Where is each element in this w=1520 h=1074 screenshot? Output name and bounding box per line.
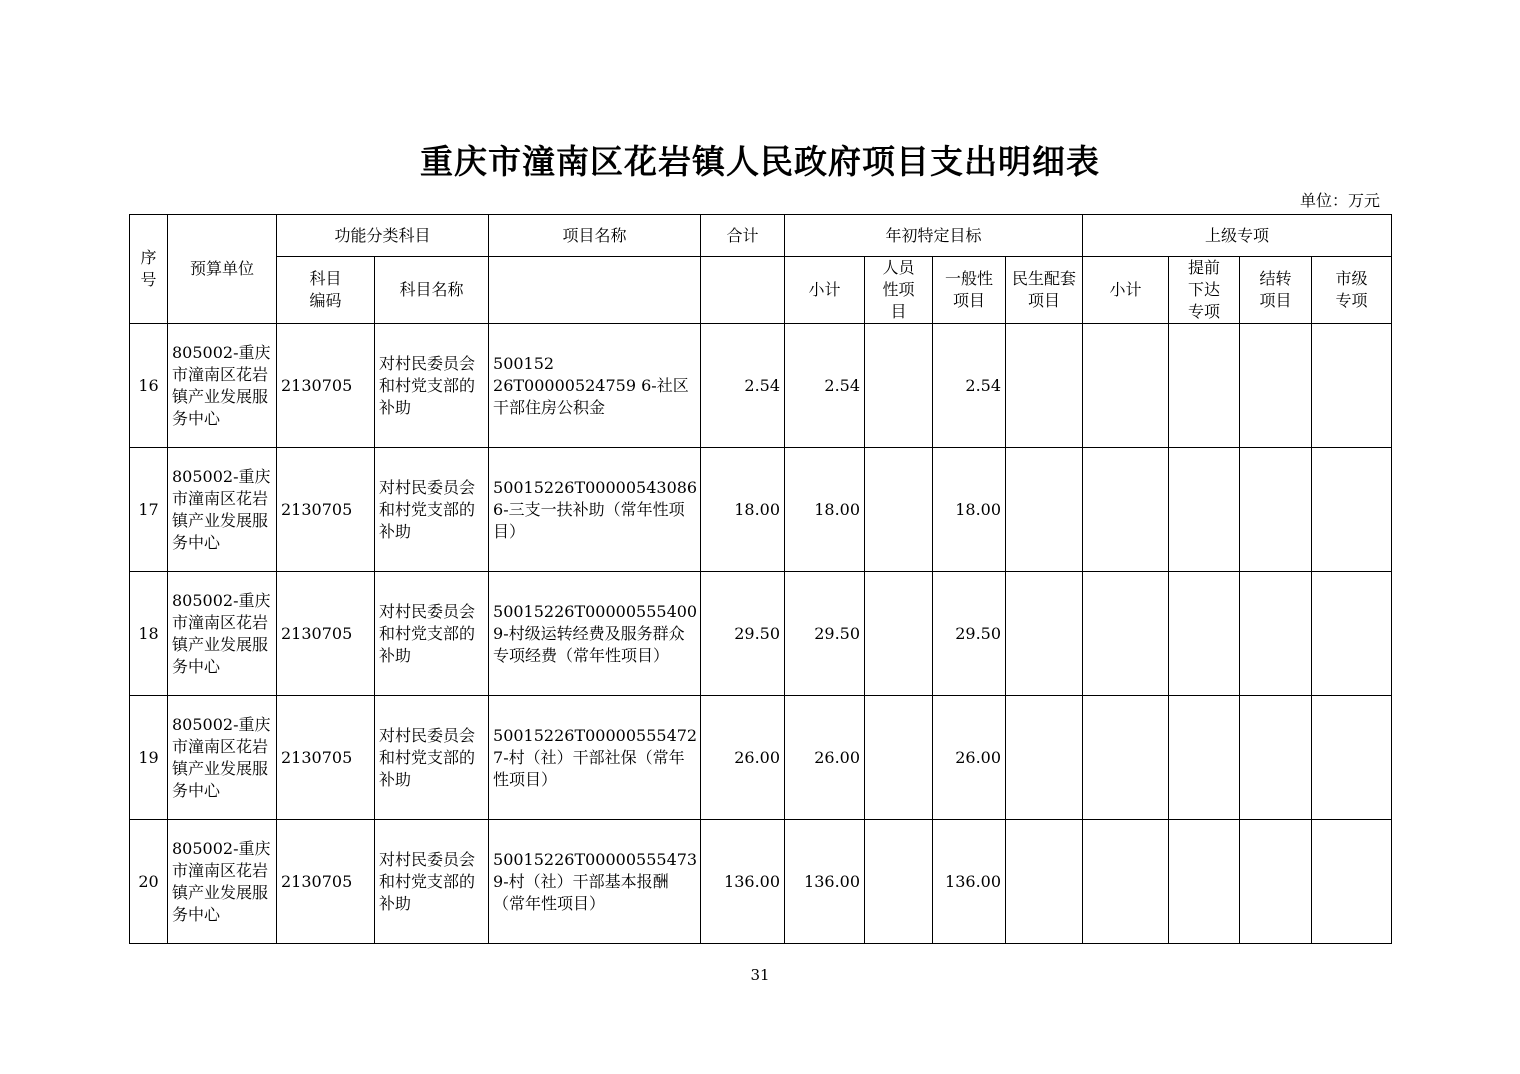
cell-subject-name: 对村民委员会和村党支部的补助: [375, 448, 489, 572]
unit-label: 单位：万元: [1299, 191, 1380, 210]
header-at-subtotal: 小计: [785, 257, 865, 324]
cell-budget-unit: 805002-重庆市潼南区花岩镇产业发展服务中心: [168, 696, 277, 820]
cell-sp-advance: [1169, 820, 1240, 944]
cell-at-livelihood: [1006, 696, 1083, 820]
cell-project-name: 50015226T00000543086 6-三支一扶补助（常年性项目）: [489, 448, 701, 572]
cell-project-name: 500152 26T00000524759 6-社区干部住房公积金: [489, 324, 701, 448]
cell-sp-carryover: [1240, 696, 1312, 820]
cell-sp-carryover: [1240, 448, 1312, 572]
cell-subject-code: 2130705: [277, 448, 375, 572]
cell-subject-name: 对村民委员会和村党支部的补助: [375, 820, 489, 944]
header-sp-subtotal: 小计: [1083, 257, 1169, 324]
cell-budget-unit: 805002-重庆市潼南区花岩镇产业发展服务中心: [168, 572, 277, 696]
cell-at-general: 26.00: [933, 696, 1006, 820]
cell-at-general: 136.00: [933, 820, 1006, 944]
cell-project-name: 50015226T00000555473 9-村（社）干部基本报酬（常年性项目）: [489, 820, 701, 944]
cell-sp-advance: [1169, 448, 1240, 572]
header-sp-city: 市级专项: [1312, 257, 1392, 324]
cell-at-personnel: [865, 324, 933, 448]
cell-at-livelihood: [1006, 820, 1083, 944]
cell-at-subtotal: 2.54: [785, 324, 865, 448]
cell-at-livelihood: [1006, 572, 1083, 696]
cell-sp-subtotal: [1083, 696, 1169, 820]
header-seq: 序号: [130, 215, 168, 324]
cell-at-subtotal: 136.00: [785, 820, 865, 944]
cell-total: 26.00: [701, 696, 785, 820]
header-row-2: [130, 257, 1392, 324]
cell-at-personnel: [865, 696, 933, 820]
project-expenditure-table: [129, 214, 1392, 944]
header-func-class: 功能分类科目: [277, 215, 489, 257]
header-total: 合计: [701, 215, 785, 257]
cell-budget-unit: 805002-重庆市潼南区花岩镇产业发展服务中心: [168, 324, 277, 448]
header-total-blank: [701, 257, 785, 324]
header-superior: 上级专项: [1083, 215, 1392, 257]
cell-sp-city: [1312, 820, 1392, 944]
cell-project-name: 50015226T00000555400 9-村级运转经费及服务群众专项经费（常年性项目）: [489, 572, 701, 696]
cell-sp-advance: [1169, 572, 1240, 696]
cell-seq: 17: [130, 448, 168, 572]
header-project-name: 项目名称: [489, 215, 701, 257]
cell-sp-carryover: [1240, 820, 1312, 944]
cell-seq: 16: [130, 324, 168, 448]
cell-at-subtotal: 29.50: [785, 572, 865, 696]
cell-sp-city: [1312, 448, 1392, 572]
cell-at-general: 18.00: [933, 448, 1006, 572]
cell-subject-code: 2130705: [277, 820, 375, 944]
cell-sp-carryover: [1240, 324, 1312, 448]
cell-total: 136.00: [701, 820, 785, 944]
cell-subject-code: 2130705: [277, 696, 375, 820]
cell-project-name: 50015226T00000555472 7-村（社）干部社保（常年性项目）: [489, 696, 701, 820]
cell-sp-subtotal: [1083, 448, 1169, 572]
cell-subject-name: 对村民委员会和村党支部的补助: [375, 696, 489, 820]
table-row: [130, 572, 1392, 696]
cell-sp-advance: [1169, 696, 1240, 820]
cell-sp-city: [1312, 324, 1392, 448]
cell-sp-carryover: [1240, 572, 1312, 696]
header-subject-name: 科目名称: [375, 257, 489, 324]
header-at-general: 一般性项目: [933, 257, 1006, 324]
header-at-personnel: 人员性项目: [865, 257, 933, 324]
header-budget-unit: 预算单位: [168, 215, 277, 324]
cell-at-general: 2.54: [933, 324, 1006, 448]
cell-total: 2.54: [701, 324, 785, 448]
cell-sp-city: [1312, 572, 1392, 696]
header-project-name-blank: [489, 257, 701, 324]
cell-sp-subtotal: [1083, 820, 1169, 944]
cell-subject-name: 对村民委员会和村党支部的补助: [375, 324, 489, 448]
cell-at-subtotal: 26.00: [785, 696, 865, 820]
cell-at-personnel: [865, 572, 933, 696]
cell-sp-subtotal: [1083, 324, 1169, 448]
cell-budget-unit: 805002-重庆市潼南区花岩镇产业发展服务中心: [168, 448, 277, 572]
header-sp-advance: 提前下达专项: [1169, 257, 1240, 324]
cell-subject-code: 2130705: [277, 572, 375, 696]
cell-seq: 19: [130, 696, 168, 820]
table-row: [130, 448, 1392, 572]
cell-total: 29.50: [701, 572, 785, 696]
cell-at-livelihood: [1006, 448, 1083, 572]
cell-at-subtotal: 18.00: [785, 448, 865, 572]
cell-at-personnel: [865, 820, 933, 944]
cell-sp-advance: [1169, 324, 1240, 448]
header-at-livelihood: 民生配套项目: [1006, 257, 1083, 324]
header-annual-target: 年初特定目标: [785, 215, 1083, 257]
cell-subject-name: 对村民委员会和村党支部的补助: [375, 572, 489, 696]
cell-at-general: 29.50: [933, 572, 1006, 696]
header-subject-code: 科目编码: [277, 257, 375, 324]
cell-at-livelihood: [1006, 324, 1083, 448]
header-row-1: [130, 215, 1392, 257]
cell-budget-unit: 805002-重庆市潼南区花岩镇产业发展服务中心: [168, 820, 277, 944]
page-title: 重庆市潼南区花岩镇人民政府项目支出明细表: [420, 142, 1100, 181]
cell-sp-subtotal: [1083, 572, 1169, 696]
table-row: [130, 696, 1392, 820]
cell-subject-code: 2130705: [277, 324, 375, 448]
page-number: 31: [750, 966, 770, 984]
cell-sp-city: [1312, 696, 1392, 820]
cell-total: 18.00: [701, 448, 785, 572]
cell-seq: 20: [130, 820, 168, 944]
table-row: [130, 820, 1392, 944]
cell-seq: 18: [130, 572, 168, 696]
cell-at-personnel: [865, 448, 933, 572]
header-sp-carryover: 结转项目: [1240, 257, 1312, 324]
table-row: [130, 324, 1392, 448]
